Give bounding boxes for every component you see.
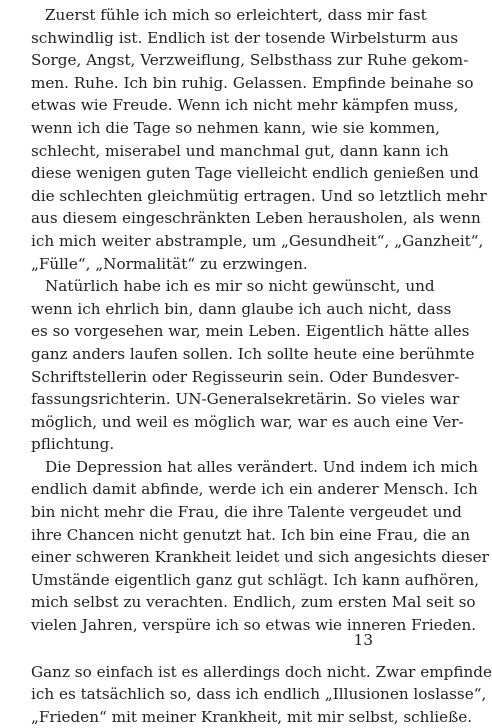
text-line: möglich, und weil es möglich war, war es auch eine Ver- <box>31 412 464 431</box>
paragraph-1 <box>31 4 487 275</box>
text-line: wenn ich ehrlich bin, dann glaube ich auch nicht, dass <box>31 299 452 318</box>
text-line: men. Ruhe. Ich bin ruhig. Gelassen. Empfinde beinahe so <box>31 73 474 92</box>
text-line: ihre Chancen nicht genutzt hat. Ich bin eine Frau, die an <box>31 525 471 544</box>
text-line: fassungsrichterin. UN-Generalsekretärin. So vieles war <box>31 390 460 409</box>
text-line: ich mich weiter abstrample, um „Gesundheit“, „Ganzheit“, <box>31 231 484 250</box>
text-line: ganz anders laufen sollen. Ich sollte heute eine berühmte <box>31 344 475 363</box>
paragraph-3 <box>31 456 489 637</box>
text-line: aus diesem eingeschränkten Leben herausholen, als wenn <box>31 209 481 228</box>
text-line: etwas wie Freude. Wenn ich nicht mehr kämpfen muss, <box>31 96 459 115</box>
text-line: es so vorgesehen war, mein Leben. Eigentlich hätte alles <box>31 322 470 341</box>
text-line: pflichtung. <box>31 435 115 454</box>
text-line: bin nicht mehr die Frau, die ihre Talente vergeudet und <box>31 503 462 522</box>
section-break <box>31 637 374 661</box>
text-line: wenn ich die Tage so nehmen kann, wie sie kommen, <box>31 118 440 137</box>
text-line: einer schweren Krankheit leidet und sich angesichts dieser <box>31 548 489 567</box>
paragraph-4 <box>31 661 492 728</box>
text-line: schlecht, miserabel und manchmal gut, dann kann ich <box>31 141 449 160</box>
paragraph-2 <box>31 275 475 456</box>
text-line: schwindlig ist. Endlich ist der tosende Wirbelsturm aus <box>31 28 459 47</box>
text-line: „Fülle“, „Normalität“ zu erzwingen. <box>31 254 308 273</box>
page-number: 13 <box>353 631 373 649</box>
text-line: mich selbst zu verachten. Endlich, zum ersten Mal seit so <box>31 593 476 612</box>
text-line: Die Depression hat alles verändert. Und indem ich mich <box>45 457 478 476</box>
text-line: Umstände eigentlich ganz gut schlägt. Ich kann aufhören, <box>31 570 480 589</box>
text-line: ich es tatsächlich so, dass ich endlich „Illusionen loslasse“, <box>31 685 487 704</box>
text-line: vielen Jahren, verspüre ich so etwas wie inneren Frieden. <box>31 616 477 635</box>
text-line: Sorge, Angst, Verzweiflung, Selbsthass zur Ruhe gekom- <box>31 51 469 70</box>
text-line: Ganz so einfach ist es allerdings doch nicht. Zwar empfinde <box>31 662 492 681</box>
body-text <box>31 4 492 728</box>
text-line: diese wenigen guten Tage vielleicht endlich genießen und <box>31 164 479 183</box>
text-line: Schriftstellerin oder Regisseurin sein. Oder Bundesver- <box>31 367 460 386</box>
text-line: endlich damit abfinde, werde ich ein anderer Mensch. Ich <box>31 480 478 499</box>
text-line: Natürlich habe ich es mir so nicht gewünscht, und <box>45 277 435 296</box>
text-line: Zuerst fühle ich mich so erleichtert, dass mir fast <box>45 6 427 24</box>
text-line: die schlechten gleichmütig ertragen. Und so letztlich mehr <box>31 186 487 205</box>
text-line: „Frieden“ mit meiner Krankheit, mit mir selbst, schließe. <box>31 707 473 726</box>
